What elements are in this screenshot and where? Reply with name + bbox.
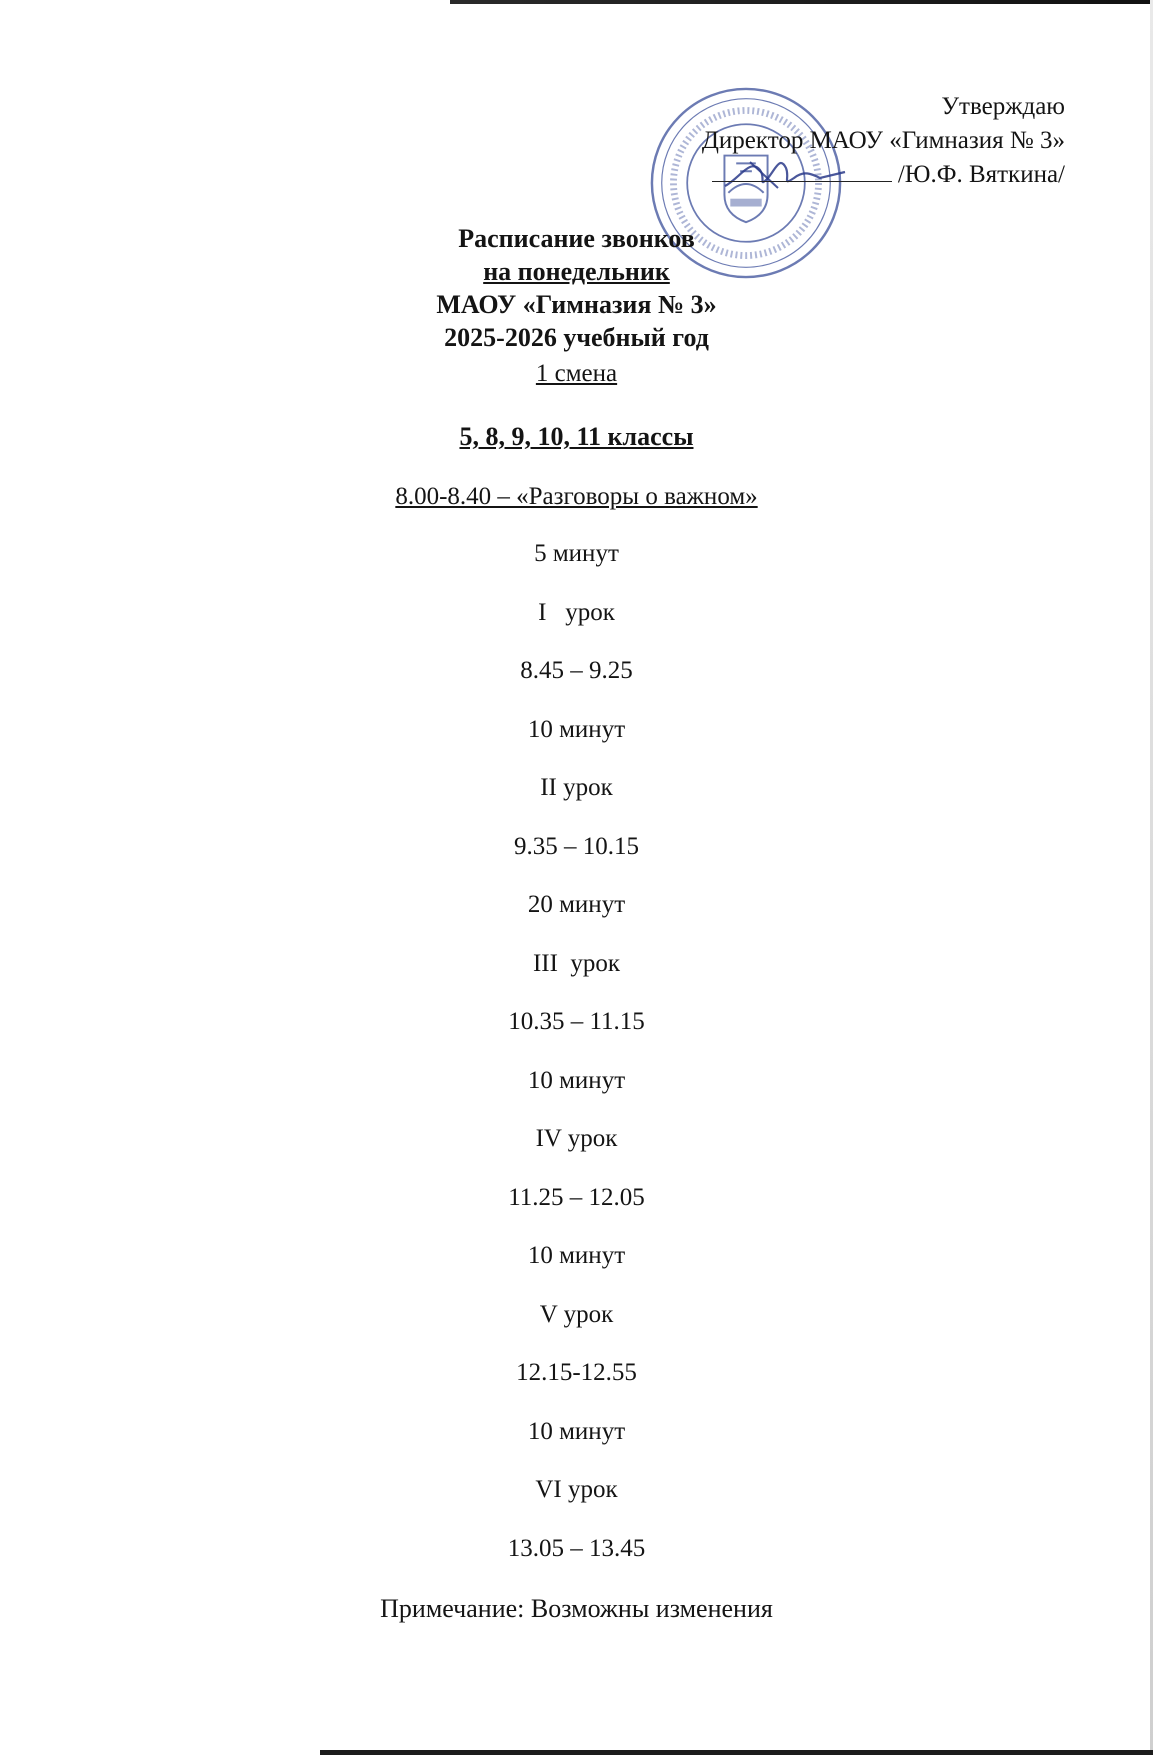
- schedule-line: 20 минут: [527, 891, 626, 918]
- bell-schedule: [0, 539, 1153, 1592]
- director-title: Директор МАОУ «Гимназия № 3»: [701, 127, 1065, 154]
- director-name: /Ю.Ф. Вяткина/: [897, 161, 1065, 188]
- title-line-2: на понедельник: [483, 257, 670, 286]
- schedule-line: IV урок: [535, 1125, 618, 1152]
- classes-label: 5, 8, 9, 10, 11 классы: [459, 422, 694, 451]
- schedule-line: II урок: [540, 774, 613, 801]
- scan-edge-bottom: [320, 1750, 1153, 1755]
- schedule-line: III урок: [532, 949, 621, 977]
- schedule-line: V урок: [539, 1300, 614, 1328]
- schedule-line: 10 минут: [527, 1417, 626, 1445]
- schedule-line: 12.15-12.55: [516, 1359, 637, 1386]
- title-line-4: 2025-2026 учебный год: [444, 323, 709, 352]
- document-title: [0, 222, 1153, 354]
- schedule-line: 10 минут: [527, 1242, 626, 1269]
- title-line-3: МАОУ «Гимназия № 3»: [436, 290, 717, 319]
- schedule-line: 8.45 – 9.25: [520, 657, 633, 684]
- approval-block: [702, 90, 1065, 192]
- schedule-line: 11.25 – 12.05: [508, 1183, 645, 1211]
- approval-heading: Утверждаю: [941, 93, 1065, 120]
- signature-line: [712, 159, 892, 182]
- schedule-line: 10.35 – 11.15: [508, 1008, 645, 1035]
- title-line-1: Расписание звонков: [458, 224, 695, 253]
- talk-schedule: 8.00-8.40 – «Разговоры о важном»: [395, 483, 758, 510]
- schedule-line: 10 минут: [527, 1066, 626, 1094]
- schedule-line: 9.35 – 10.15: [514, 832, 639, 860]
- schedule-line: 10 минут: [527, 715, 626, 743]
- schedule-line: 5 минут: [534, 540, 619, 567]
- note-text: Примечание: Возможны изменения: [380, 1594, 773, 1623]
- scan-edge-top: [450, 0, 1153, 4]
- schedule-line: VI урок: [535, 1476, 618, 1503]
- signature-row: [702, 158, 1065, 192]
- schedule-line: I урок: [538, 598, 615, 626]
- schedule-line: 13.05 – 13.45: [507, 1534, 646, 1562]
- shift-label: 1 смена: [535, 360, 618, 387]
